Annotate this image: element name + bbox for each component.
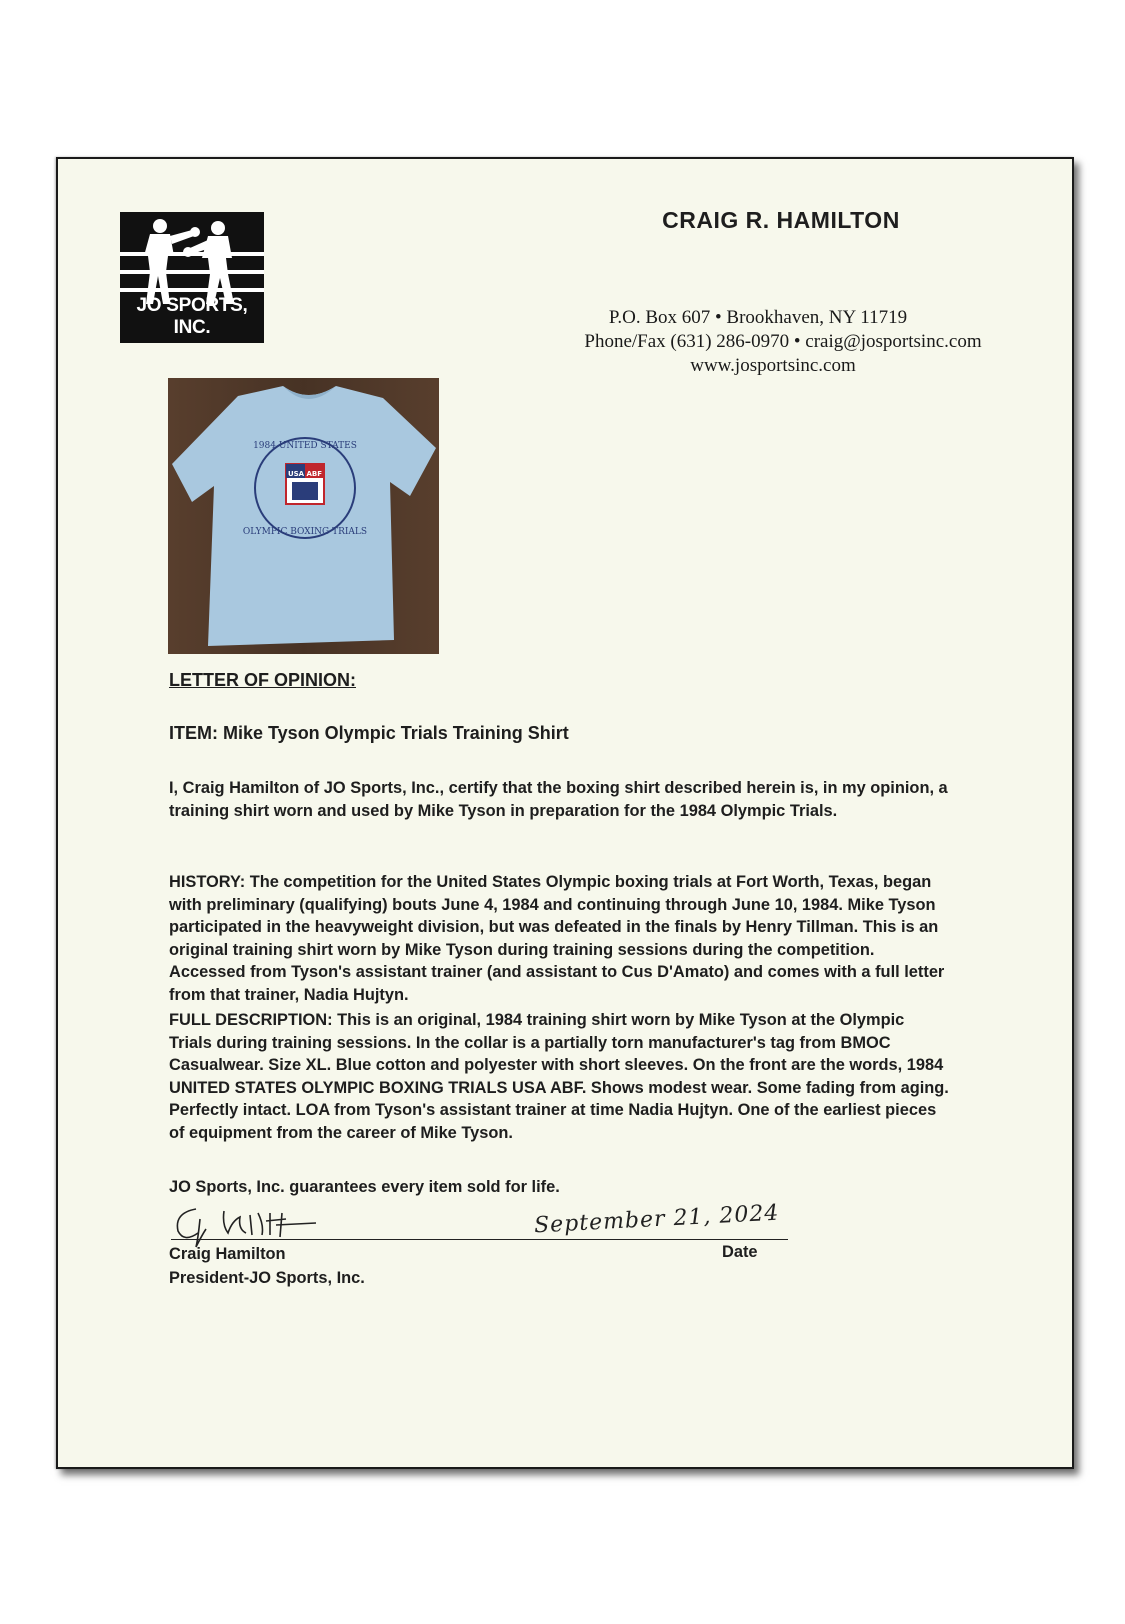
signature-line xyxy=(171,1239,788,1240)
handwritten-signature xyxy=(166,1199,326,1249)
date-label: Date xyxy=(722,1243,758,1261)
letterhead-name: CRAIG R. HAMILTON xyxy=(662,207,900,233)
jo-sports-logo xyxy=(120,212,264,343)
shirt-text-top: 1984 UNITED STATES xyxy=(253,441,357,451)
description-paragraph: FULL DESCRIPTION: This is an original, 1984 training shirt worn by Mike Tyson at the Olympic Trials during training sessions. In the collar is a partially torn manufacturer's tag from BMOC Casualwear. Size XL. Blue cotton and polyester with short sleeves. On the front are the words, 1984 UNITED STATES OLYMPIC BOXING TRIALS USA ABF. Shows modest wear. Some fading from aging. Perfectly intact. LOA from Tyson's assistant trainer at time Nadia Hujtyn. One of the earliest pieces of equipment from the career of Mike Tyson. xyxy=(169,1011,949,1142)
shirt-text-bottom: OLYMPIC BOXING TRIALS xyxy=(242,527,368,537)
logo-text: JO SPORTS, INC. xyxy=(136,295,248,338)
shirt-badge: USA ABF xyxy=(287,470,323,478)
address-line: P.O. Box 607 • Brookhaven, NY 11719 xyxy=(608,307,908,328)
letter-page xyxy=(56,157,1074,1469)
history-paragraph: HISTORY: The competition for the United States Olympic boxing trials at Fort Worth, Texas, began with preliminary (qualifying) bouts June 4, 1984 and continuing through June 10, 1984. Mike Tyson participated in the heavyweight division, but was defeated in the finals by Henry Tillman. This is an original training shirt worn by Mike Tyson during training sessions during the competition. Accessed from Tyson's assistant trainer (and assistant to Cus D'Amato) and comes with a full letter from that trainer, Nadia Hujtyn. xyxy=(169,873,945,1004)
certify-paragraph: I, Craig Hamilton of JO Sports, Inc., certify that the boxing shirt described herein is, in my opinion, a training shirt worn and used by Mike Tyson in preparation for the 1984 Olympic Trials. xyxy=(169,779,948,820)
signer-name: Craig Hamilton xyxy=(169,1245,286,1263)
handwritten-date: September 21, 2024 xyxy=(533,1200,780,1239)
guarantee-text: JO Sports, Inc. guarantees every item sold for life. xyxy=(169,1178,560,1196)
shirt-photo xyxy=(168,378,439,654)
website-line: www.josportsinc.com xyxy=(690,355,856,376)
contact-line: Phone/Fax (631) 286-0970 • craig@josportsinc.com xyxy=(584,331,982,352)
signer-title: President-JO Sports, Inc. xyxy=(169,1269,365,1287)
letter-title: LETTER OF OPINION: xyxy=(169,670,356,690)
item-heading: ITEM: Mike Tyson Olympic Trials Training Shirt xyxy=(169,723,569,743)
